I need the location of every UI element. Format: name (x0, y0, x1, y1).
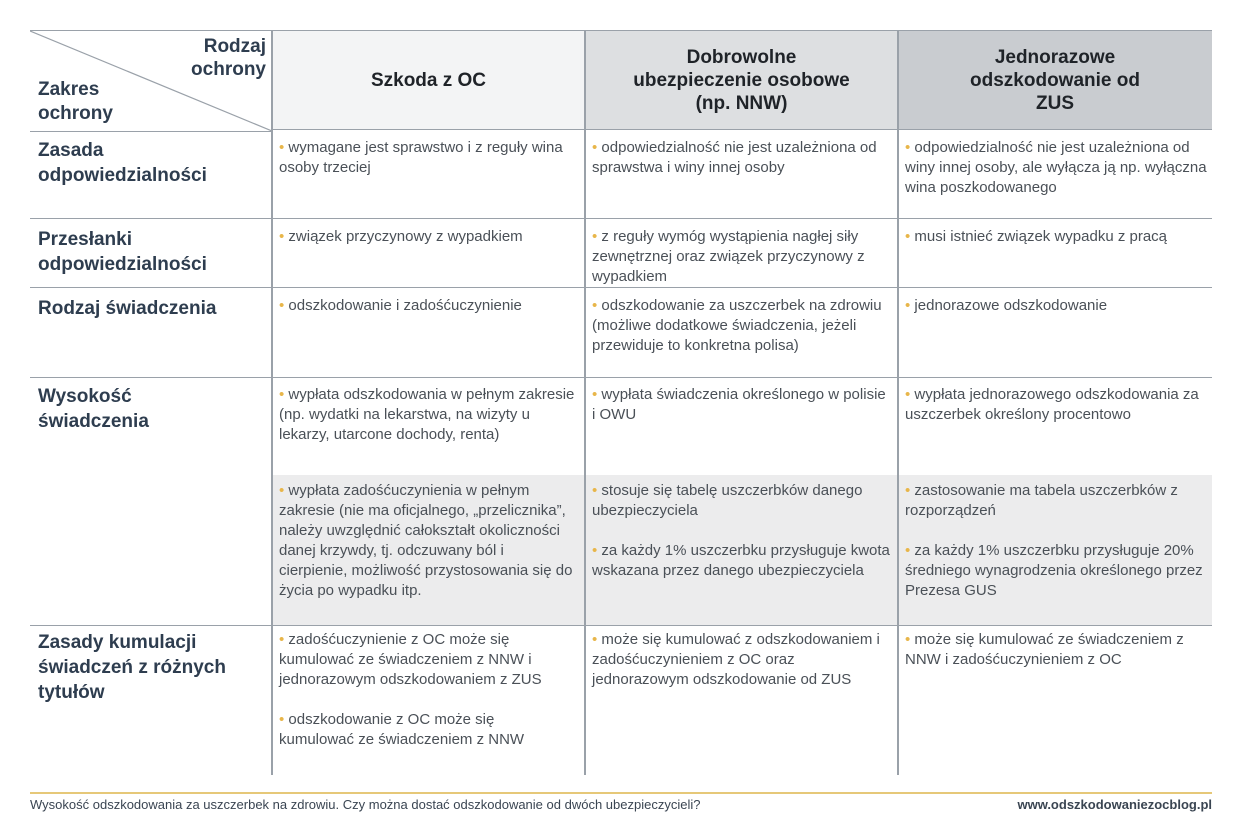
bullet-text: wypłata odszkodowania w pełnym zakresie (np. wydatki na lekarstwa, na wizyty u lekarzy, utarcone dochody, renta) (279, 386, 575, 443)
cell-bullet-item (592, 630, 892, 690)
row-separator (30, 377, 1212, 378)
cell-bullet-item (279, 138, 581, 178)
bullet-dot-icon: • (279, 139, 289, 156)
row-label-wysokosc (38, 384, 178, 434)
bullet-dot-icon: • (279, 228, 289, 245)
corner-label-rodzaj-ochrony (176, 35, 266, 81)
row-label-przeslanki (38, 227, 266, 277)
row-label-text: Zasada odpowiedzialności (38, 140, 207, 186)
column-header-text: Jednorazowe odszkodowanie od ZUS (970, 46, 1140, 114)
cell-kumulacja-nnw (592, 630, 892, 690)
bullet-dot-icon: • (592, 297, 602, 314)
column-divider (584, 30, 586, 775)
cell-wysokosc-nnw-tabela (592, 481, 892, 581)
cell-bullet-item (279, 296, 581, 316)
cell-bullet-item (905, 481, 1210, 521)
footer-url: www.odszkodowaniezocblog.pl (1017, 797, 1212, 812)
bullet-dot-icon: • (279, 631, 289, 648)
comparison-table (30, 30, 1212, 775)
cell-wysokosc-oc-odszkodowanie (279, 385, 575, 445)
cell-bullet-item (905, 227, 1210, 247)
bullet-dot-icon: • (905, 297, 915, 314)
cell-bullet-item (279, 710, 569, 750)
cell-bullet-item (905, 630, 1210, 670)
bullet-text: związek przyczynowy z wypadkiem (288, 228, 523, 245)
row-label-kumulacja (38, 630, 253, 705)
column-divider (897, 30, 899, 775)
bullet-dot-icon: • (279, 482, 289, 499)
cell-bullet-item (905, 296, 1210, 316)
bullet-text: odszkodowanie za uszczerbek na zdrowiu (możliwe dodatkowe świadczenia, jeżeli przewiduje to konkretna polisa) (592, 297, 882, 354)
bullet-text: odszkodowanie z OC może się kumulować ze świadczeniem z NNW (279, 711, 525, 748)
cell-rodzaj-oc (279, 296, 581, 316)
corner-label-text: Rodzaj ochrony (191, 36, 266, 80)
row-label-rodzaj (38, 296, 266, 321)
cell-zasada-zus (905, 138, 1210, 198)
cell-bullet-item (592, 296, 892, 356)
bullet-dot-icon: • (905, 139, 915, 156)
column-divider (271, 30, 273, 775)
footer-caption: Wysokość odszkodowania za uszczerbek na zdrowiu. Czy można dostać odszkodowanie od dwóch ubezpieczycieli? (30, 797, 701, 812)
column-header-nnw (585, 30, 898, 130)
column-header-szkoda-oc (272, 30, 585, 130)
bullet-dot-icon: • (905, 386, 915, 403)
bullet-text: stosuje się tabelę uszczerbków danego ubezpieczyciela (592, 482, 863, 519)
bullet-dot-icon: • (592, 542, 602, 559)
cell-przeslanki-nnw (592, 227, 892, 287)
row-separator (30, 218, 1212, 219)
cell-bullet-item (279, 481, 575, 601)
footer-divider (30, 792, 1212, 794)
cell-bullet-item (279, 630, 569, 690)
row-label-text: Rodzaj świadczenia (38, 298, 217, 319)
cell-bullet-item (905, 138, 1210, 198)
cell-rodzaj-zus (905, 296, 1210, 316)
bullet-text: za każdy 1% uszczerbku przysługuje kwota wskazana przez danego ubezpieczyciela (592, 542, 890, 579)
cell-przeslanki-zus (905, 227, 1210, 247)
row-label-text: Przesłanki odpowiedzialności (38, 229, 207, 275)
bullet-text: musi istnieć związek wypadku z pracą (914, 228, 1168, 245)
bullet-text: odszkodowanie i zadośćuczynienie (288, 297, 522, 314)
bullet-text: odpowiedzialność nie jest uzależniona od winy innej osoby, ale wyłącza ją np. wyłączna wina poszkodowanego (905, 139, 1207, 196)
bullet-text: za każdy 1% uszczerbku przysługuje 20% średniego wynagrodzenia określonego przez Prezesa GUS (905, 542, 1203, 599)
corner-label-zakres-ochrony (38, 78, 138, 126)
bullet-dot-icon: • (592, 228, 602, 245)
row-label-text: Zasady kumulacji świadczeń z różnych tytułów (38, 632, 226, 703)
bullet-text: wypłata jednorazowego odszkodowania za uszczerbek określony procentowo (905, 386, 1199, 423)
cell-zasada-oc (279, 138, 581, 178)
bullet-dot-icon: • (905, 482, 915, 499)
column-header-text: Dobrowolne ubezpieczenie osobowe (np. NNW) (633, 46, 850, 114)
row-label-zasada (38, 138, 266, 188)
header-corner-cell (30, 30, 272, 132)
bullet-text: zadośćuczynienie z OC może się kumulować ze świadczeniem z NNW i jednorazowym odszkodowaniem z ZUS (279, 631, 542, 688)
row-label-text: Wysokość świadczenia (38, 386, 149, 432)
corner-label-text: Zakres ochrony (38, 79, 113, 124)
bullet-text: może się kumulować z odszkodowaniem i zadośćuczynieniem z OC oraz jednorazowym odszkodowanie od ZUS (592, 631, 880, 688)
cell-bullet-item (905, 541, 1210, 601)
cell-bullet-item (592, 481, 892, 521)
cell-zasada-nnw (592, 138, 892, 178)
cell-wysokosc-oc-zadoscuczynienie (279, 481, 575, 601)
bullet-dot-icon: • (592, 631, 602, 648)
cell-bullet-item (279, 385, 575, 445)
bullet-text: z reguły wymóg wystąpienia nagłej siły zewnętrznej oraz związek przyczynowy z wypadkiem (592, 228, 865, 285)
bullet-dot-icon: • (905, 631, 915, 648)
bullet-text: może się kumulować ze świadczeniem z NNW i zadośćuczynieniem z OC (905, 631, 1184, 668)
bullet-text: jednorazowe odszkodowanie (914, 297, 1108, 314)
bullet-dot-icon: • (592, 482, 602, 499)
bullet-dot-icon: • (592, 386, 602, 403)
cell-przeslanki-oc (279, 227, 581, 247)
cell-bullet-item (905, 385, 1210, 425)
column-header-zus (898, 30, 1212, 130)
column-header-text: Szkoda z OC (370, 69, 487, 91)
cell-bullet-item (279, 227, 581, 247)
row-separator (30, 625, 1212, 626)
bullet-dot-icon: • (279, 386, 289, 403)
cell-bullet-item (592, 138, 892, 178)
cell-wysokosc-nnw-odszkodowanie (592, 385, 892, 425)
bullet-text: wypłata zadośćuczynienia w pełnym zakresie (nie ma oficjalnego, „przelicznika”, należy uwzględnić całokształt okoliczności danej krzywdy, tj. odczuwany ból i cierpienie, możliwość przystosowania się do życia po wypadku itp. (279, 482, 573, 599)
bullet-dot-icon: • (905, 542, 915, 559)
cell-bullet-item (592, 227, 892, 287)
cell-wysokosc-zus-odszkodowanie (905, 385, 1210, 425)
bullet-text: zastosowanie ma tabela uszczerbków z rozporządzeń (905, 482, 1178, 519)
cell-kumulacja-zus (905, 630, 1210, 670)
cell-bullet-item (592, 385, 892, 425)
cell-rodzaj-nnw (592, 296, 892, 356)
cell-kumulacja-oc (279, 630, 569, 750)
cell-bullet-item (592, 541, 892, 581)
bullet-dot-icon: • (592, 139, 602, 156)
bullet-text: wymagane jest sprawstwo i z reguły wina osoby trzeciej (279, 139, 563, 176)
bullet-dot-icon: • (279, 297, 289, 314)
bullet-dot-icon: • (279, 711, 289, 728)
row-separator (30, 287, 1212, 288)
cell-wysokosc-zus-tabela (905, 481, 1210, 601)
bullet-text: odpowiedzialność nie jest uzależniona od sprawstwa i winy innej osoby (592, 139, 877, 176)
bullet-dot-icon: • (905, 228, 915, 245)
bullet-text: wypłata świadczenia określonego w polisie i OWU (592, 386, 886, 423)
